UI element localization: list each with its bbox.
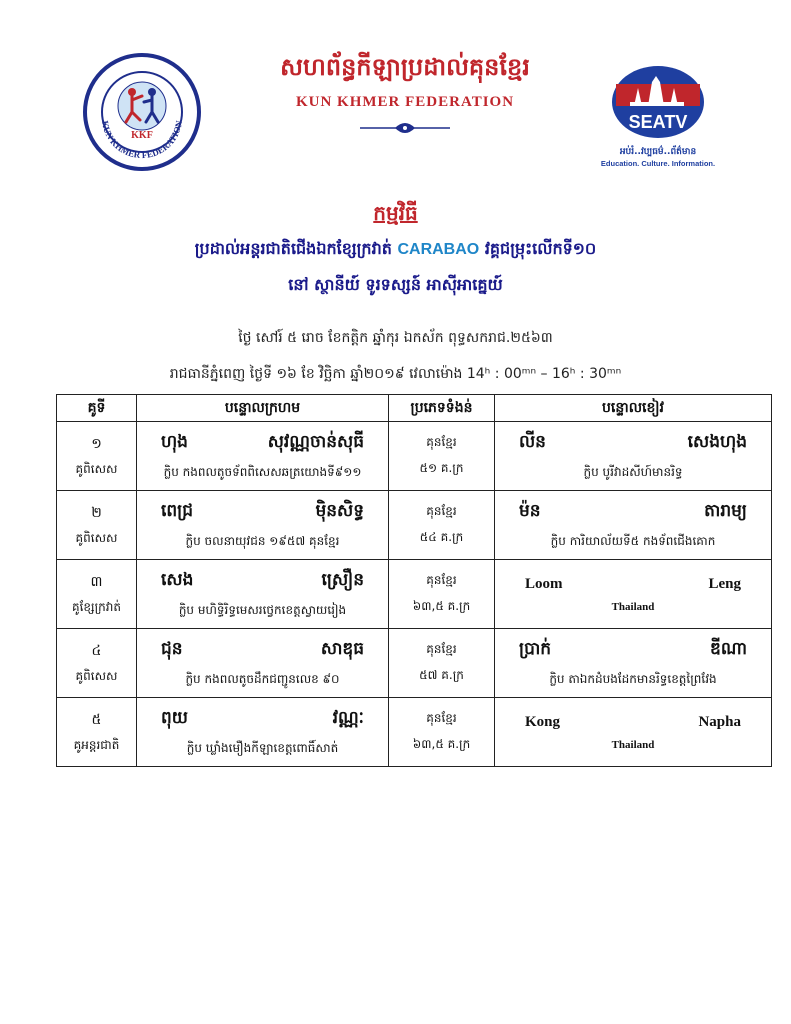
bout-number-cell <box>57 422 137 491</box>
red-fighter-cell <box>137 422 389 491</box>
red-fighter-first: ហុង <box>161 431 188 452</box>
red-fighter-first: ជុន <box>161 638 183 659</box>
blue-fighter-first: ម៉ន <box>519 500 541 521</box>
blue-fighter-last: សេងហុង <box>687 431 747 452</box>
seatv-tagline-en: Education. Culture. Information. <box>600 159 716 168</box>
logo-ring-text: KUN KHMER FEDERATION <box>100 119 184 161</box>
header-blue-corner: បន្ទោលខៀវ <box>495 395 772 422</box>
subtitle-line2: នៅ ស្ថានីយ៍ ទូរទស្សន៍ អាស៊ីអាគ្នេយ៍ <box>288 275 503 294</box>
red-fighter-last: សាឌុធ <box>320 638 364 659</box>
red-fighter-first: សេង <box>161 569 194 590</box>
bout-category: គូពិសេស <box>75 668 118 683</box>
bout-number: ៣ <box>90 573 103 590</box>
table-header-row <box>57 395 772 422</box>
date-gregorian-time: រាជធានីភ្នំពេញ ថ្ងៃទី ១៦ ខែ វិច្ឆិកា ឆ្នាំ២០១៩ វេលាម៉ោង 14ʰ : 00ᵐⁿ – 16ʰ : 30ᵐⁿ <box>169 366 622 382</box>
red-fighter-name <box>137 431 388 456</box>
subtitle-brand: CARABAO <box>397 241 480 258</box>
logo-center-text: KKF <box>131 130 153 141</box>
weight-value: ៦៣,៥ គ.ក្រ <box>412 599 471 613</box>
bout-category: គូអន្តរជាតិ <box>73 737 120 752</box>
red-fighter-last: ម៉ិនសិទ្ធ <box>315 500 364 521</box>
weight-value: ៥៤ គ.ក្រ <box>419 530 464 544</box>
blue-fighter-first: ប្រាក់ <box>519 638 552 659</box>
blue-fighter-cell <box>495 560 772 629</box>
blue-fighter-last: Napha <box>698 713 741 730</box>
red-fighter-club: ក្លិប មហិទ្ធិរិទ្ធមេសរថ្វេកខេត្តស្វាយរៀង <box>178 602 347 617</box>
bout-category: គូខ្សែក្រវាត់ <box>71 599 122 614</box>
blue-fighter-cell <box>495 491 772 560</box>
bout-number-cell <box>57 491 137 560</box>
weight-cell <box>389 422 495 491</box>
bout-number: ៤ <box>91 642 102 659</box>
weight-cell <box>389 560 495 629</box>
table-row <box>57 491 772 560</box>
table-row <box>57 629 772 698</box>
blue-fighter-cell <box>495 422 772 491</box>
red-fighter-club: ក្លិប ឃ្លាំងមឿងកីឡាខេត្តពោធិ៍សាត់ <box>186 740 339 755</box>
bout-number: ៥ <box>91 711 102 728</box>
bout-table <box>56 394 772 767</box>
bout-number-cell <box>57 698 137 767</box>
red-fighter-club: ក្លិប ចលនាយុវជន ១៩៥៧ គុនខ្មែរ <box>185 533 340 548</box>
blue-fighter-name <box>495 500 771 525</box>
subtitle-line1 <box>0 238 791 262</box>
blue-fighter-club: ក្លិប បូរីវាដសីហ៍មានរិទ្ធ <box>583 464 683 479</box>
blue-fighter-cell <box>495 698 772 767</box>
blue-fighter-first: Kong <box>525 713 561 730</box>
red-fighter-name <box>137 638 388 663</box>
blue-fighter-first: លីន <box>519 431 546 452</box>
red-fighter-last: ស្រឿន <box>321 569 364 590</box>
weight-cell <box>389 491 495 560</box>
red-fighter-last: សុវណ្ណចាន់សុធី <box>267 431 364 452</box>
seatv-brand-text: SEATV <box>628 112 688 132</box>
blue-fighter-cell <box>495 629 772 698</box>
org-name-kh: សហព័ន្ធកីឡាប្រដាល់គុនខ្មែរ <box>280 52 530 81</box>
blue-fighter-club: ក្លិប ការិយាល័យទី៥ កងទ័ពជើងគោក <box>550 533 716 548</box>
blue-fighter-name <box>495 431 771 456</box>
subtitle-suffix: វគ្គជម្រុះលើកទី១០ <box>484 239 597 258</box>
seatv-logo <box>600 62 718 172</box>
blue-fighter-name <box>495 576 771 593</box>
red-fighter-club: ក្លិប កងពលតូចទ័ពពិសេសឆត្រយោងទី៩១១ <box>163 464 362 479</box>
blue-fighter-last: ឌីណា <box>710 638 747 659</box>
weight-cell <box>389 698 495 767</box>
red-fighter-cell <box>137 560 389 629</box>
bout-number: ២ <box>91 504 102 521</box>
kkf-logo <box>82 52 202 172</box>
red-fighter-cell <box>137 698 389 767</box>
table-row <box>57 422 772 491</box>
red-fighter-first: ពេជ្រ <box>161 500 194 521</box>
red-fighter-name <box>137 569 388 594</box>
page-title: កម្មវិធី <box>373 201 418 225</box>
red-fighter-cell <box>137 491 389 560</box>
blue-fighter-club: Thailand <box>611 738 655 751</box>
weight-cell <box>389 629 495 698</box>
bout-category: គូពិសេស <box>75 461 118 476</box>
blue-fighter-club: ក្លិប តាឯកដំបងដែកមានរិទ្ធខេត្តព្រៃវែង <box>549 671 717 686</box>
weight-style: គុនខ្មែរ <box>426 504 457 518</box>
red-fighter-cell <box>137 629 389 698</box>
header-bout-no: គូទី <box>57 395 137 422</box>
weight-style: គុនខ្មែរ <box>426 573 457 587</box>
weight-style: គុនខ្មែរ <box>426 642 457 656</box>
header-weight-class: ប្រភេទទំងន់ <box>389 395 495 422</box>
red-fighter-last: វណ្ណៈ <box>332 707 364 728</box>
ornament-divider-icon <box>355 118 455 138</box>
red-fighter-name <box>137 500 388 525</box>
bout-category: គូពិសេស <box>75 530 118 545</box>
bout-number-cell <box>57 629 137 698</box>
red-fighter-club: ក្លិប កងពលតូចដឹកជញ្ជូនលេខ ៩០ <box>185 671 340 686</box>
weight-style: គុនខ្មែរ <box>426 435 457 449</box>
header-red-corner: បន្ទោលក្រហម <box>137 395 389 422</box>
date-lunar: ថ្ងៃ សៅរ៍ ៥ រោច ខែកត្តិក ឆ្នាំកុរ ឯកស័ក ពុទ្ធសករាជ.២៥៦៣ <box>238 330 553 346</box>
org-name-en: KUN KHMER FEDERATION <box>295 94 515 110</box>
blue-fighter-club: Thailand <box>611 600 655 613</box>
blue-fighter-first: Loom <box>525 575 563 592</box>
table-row <box>57 698 772 767</box>
subtitle-prefix: ប្រដាល់អន្តរជាតិជើងឯកខ្សែក្រវាត់ <box>194 239 392 258</box>
blue-fighter-last: Leng <box>708 575 741 592</box>
weight-style: គុនខ្មែរ <box>426 711 457 725</box>
blue-fighter-name <box>495 638 771 663</box>
blue-fighter-last: តារាម្យ <box>704 500 747 521</box>
table-row <box>57 560 772 629</box>
red-fighter-first: ពុយ <box>161 707 188 728</box>
seatv-tagline-kh: អប់រំ..វប្បធម៌..ព័ត៌មាន <box>619 147 697 157</box>
weight-value: ៥៧ គ.ក្រ <box>419 668 464 682</box>
blue-fighter-name <box>495 714 771 731</box>
weight-value: ៦៣,៥ គ.ក្រ <box>412 737 471 751</box>
weight-value: ៥១ គ.ក្រ <box>419 461 464 475</box>
bout-number-cell <box>57 560 137 629</box>
red-fighter-name <box>137 707 388 732</box>
bout-number: ១ <box>91 435 102 452</box>
